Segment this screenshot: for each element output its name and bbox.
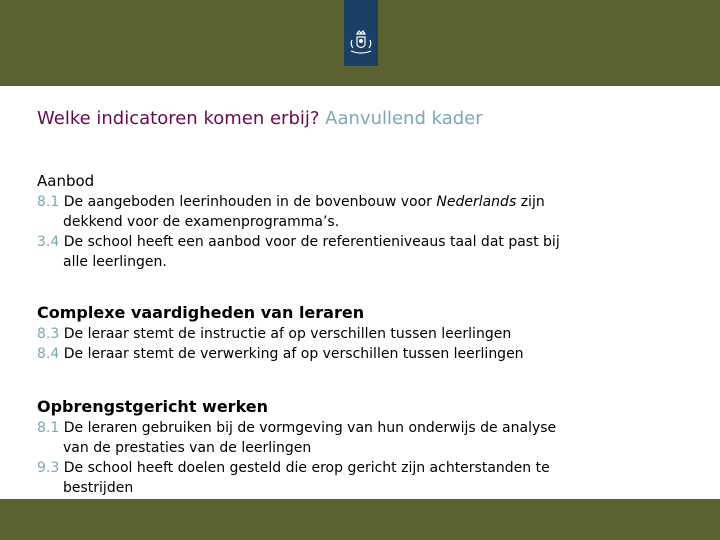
indicator-code: 8.1 <box>37 420 60 436</box>
item-text: zijn <box>516 194 545 210</box>
section-vaardigheden <box>37 302 524 364</box>
logo <box>344 0 378 66</box>
slide-title <box>37 108 483 129</box>
item-text: De school heeft een aanbod voor de referentieniveaus taal dat past bij <box>63 234 560 250</box>
list-item <box>37 192 560 232</box>
item-text: De school heeft doelen gesteld die erop gericht zijn achterstanden te <box>63 460 550 476</box>
indicator-code: 9.3 <box>37 460 60 476</box>
indicator-code: 3.4 <box>37 234 60 250</box>
section-heading: Complexe vaardigheden van leraren <box>37 303 365 322</box>
item-text-continued: alle leerlingen. <box>63 254 167 270</box>
list-item <box>37 344 524 364</box>
item-text: De aangeboden leerinhouden in de bovenbouw voor <box>63 194 437 210</box>
title-main: Welke indicatoren komen erbij? <box>37 108 320 129</box>
bottom-banner <box>0 499 720 540</box>
item-text: De leraren gebruiken bij de vormgeving van hun onderwijs de analyse <box>63 420 557 436</box>
item-text-continued: dekkend voor de examenprogramma’s. <box>63 214 340 230</box>
section-heading: Opbrengstgericht werken <box>37 397 269 416</box>
item-text: De leraar stemt de verwerking af op verschillen tussen leerlingen <box>63 346 524 362</box>
list-item <box>37 458 556 498</box>
indicator-code: 8.4 <box>37 346 60 362</box>
indicator-code: 8.1 <box>37 194 60 210</box>
item-emphasis: Nederlands <box>436 194 517 210</box>
list-item <box>37 324 524 344</box>
title-sub: Aanvullend kader <box>325 108 483 129</box>
section-heading: Aanbod <box>37 172 95 190</box>
item-text-continued: van de prestaties van de leerlingen <box>63 440 312 456</box>
list-item <box>37 418 556 458</box>
section-opbrengstgericht <box>37 396 556 498</box>
list-item <box>37 232 560 272</box>
section-aanbod <box>37 170 560 272</box>
item-text-continued: bestrijden <box>63 480 134 496</box>
indicator-code: 8.3 <box>37 326 60 342</box>
crest-icon <box>347 30 375 56</box>
item-text: De leraar stemt de instructie af op verschillen tussen leerlingen <box>63 326 512 342</box>
top-banner <box>0 0 720 86</box>
